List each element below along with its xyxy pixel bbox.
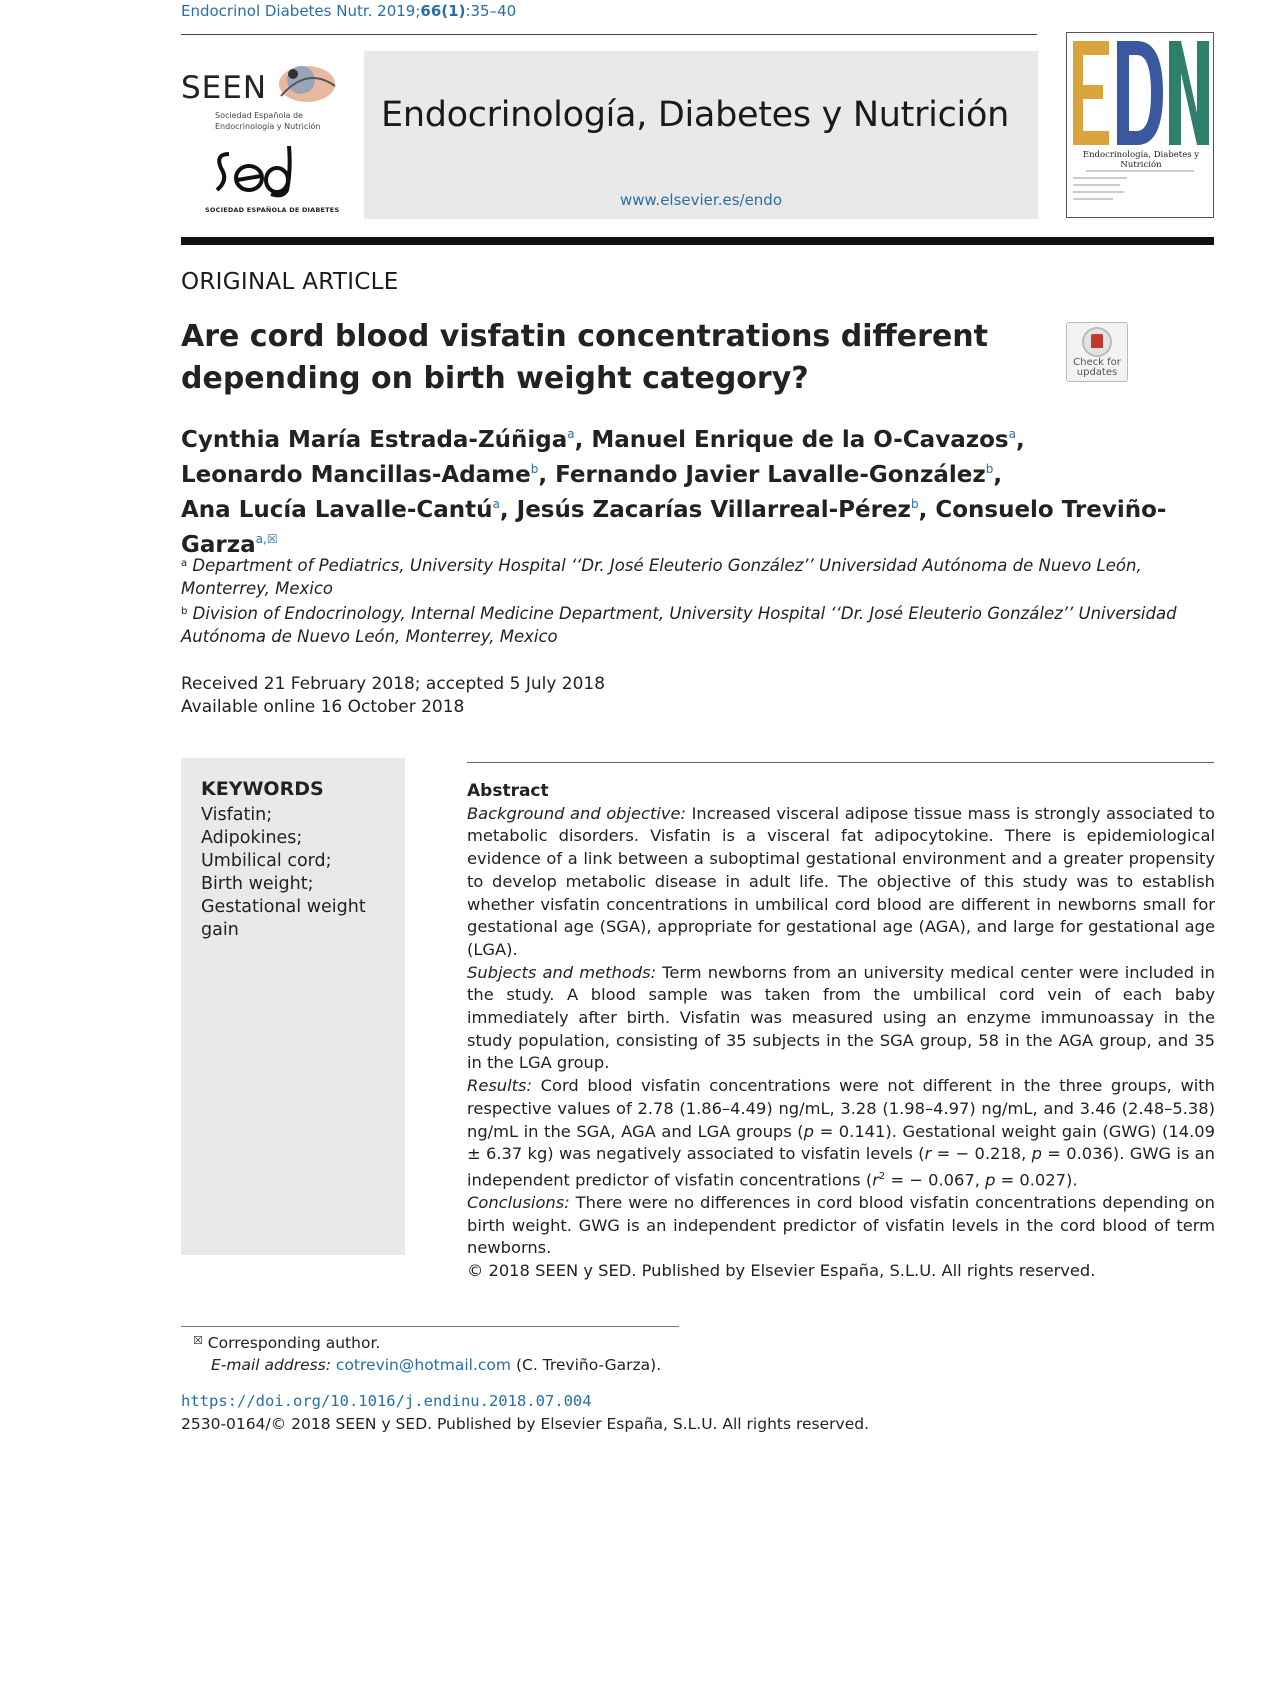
corresponding-mark: ☒ xyxy=(193,1334,203,1347)
seen-logo-text: SEEN xyxy=(181,70,268,106)
abstract-copyright: © 2018 SEEN y SED. Published by Elsevier España, S.L.U. All rights reserved. xyxy=(467,1261,1096,1281)
author[interactable]: Leonardo Mancillas-Adame xyxy=(181,462,531,488)
affiliation-a: $^a$ Department of Pediatrics, University Hospital ‘‘Dr. José Eleuterio González’’ Universidad Autónoma de Nuevo León, Monterrey, Mexico xyxy=(181,556,1142,598)
author[interactable]: Manuel Enrique de la O-Cavazos xyxy=(591,427,1009,453)
keyword-item: Umbilical cord; xyxy=(201,851,332,871)
affiliations xyxy=(181,552,1221,648)
cover-details xyxy=(1073,165,1207,205)
journal-banner xyxy=(364,51,1038,219)
seen-subtitle: Sociedad Española de Endocrinología y Nutrición xyxy=(215,111,321,131)
author[interactable]: Consuelo Treviño-Garza xyxy=(181,497,1167,558)
author-email-link[interactable]: cotrevin@hotmail.com xyxy=(335,1356,512,1374)
article-dates xyxy=(181,673,605,719)
abstract-methods-label: Subjects and methods: xyxy=(467,962,657,982)
header-bar xyxy=(181,237,1214,245)
available-date: Available online 16 October 2018 xyxy=(181,697,465,717)
abstract-conclusions-label: Conclusions: xyxy=(467,1193,570,1213)
abstract-body: Abstract Background and objective: Increased visceral adipose tissue mass is strongly associated to metabolic disorders. Visfatin is a visceral fat adipocytokine. There is epidemiological evidence of a link between a suboptimal gestational environment and a greater propensity to develop metabolic disease in adult life. The objective of this study was to establish whether visfatin concentrations in umbilical cord blood are different in newborns small for gestational age (SGA), appropriate for gestational age (AGA), and large for gestational age (LGA). Subjects and methods: Term newborns from an university medical center were included in the study. A blood sample was taken from the umbilical cord vein of each baby immediately after birth. Visfatin was measured using an enzyme immunoassay in the study population, consisting of 35 subjects in the SGA group, 58 in the AGA group, and 35 in the LGA group. Results: Cord blood visfatin concentrations were not different in the three groups, with respective values of 2.78 (1.86–4.49) ng/mL, 3.28 (1.98–4.97) ng/mL, and 3.46 (2.48–5.38) ng/mL in the SGA, AGA and LGA groups (p = 0.141). Gestational weight gain (GWG) (14.09 ± 6.37 kg) was negatively associated to visfatin levels (r = − 0.218, p = 0.036). GWG is an independent predictor of visfatin concentrations ($r^2$ = − 0.067, p = 0.027). Conclusions: There were no differences in cord blood visfatin concentrations depending on birth weight. GWG is an independent predictor of visfatin levels in the cord blood of term newborns. © 2018 SEEN y SED. Published by Elsevier España, S.L.U. All rights reserved. xyxy=(467,781,1215,1281)
abstract-results-label: Results: xyxy=(467,1076,533,1096)
keywords-heading: KEYWORDS xyxy=(201,778,324,800)
top-divider xyxy=(181,34,1037,35)
abstract-divider xyxy=(467,762,1214,763)
corresponding-author-footnote: ☒ Corresponding author. E-mail address: cotrevin@hotmail.com (C. Treviño-Garza). xyxy=(193,1334,662,1374)
cover-title: Endocrinología, Diabetes y Nutrición xyxy=(1082,150,1200,170)
keyword-item: Gestational weight gain xyxy=(201,897,366,940)
affiliation-b: $^b$ Division of Endocrinology, Internal Medicine Department, University Hospital ‘‘Dr. José Eleuterio González’’ Universidad Autónoma de Nuevo León, Monterrey, Mexico xyxy=(181,604,1177,646)
journal-name: Endocrinología, Diabetes y Nutrición xyxy=(381,95,1009,135)
journal-citation: Endocrinol Diabetes Nutr. 2019;66(1):35–40 xyxy=(181,2,517,20)
sed-emblem-icon xyxy=(211,140,301,202)
sed-subtitle: SOCIEDAD ESPAÑOLA DE DIABETES xyxy=(205,206,340,214)
article-type: ORIGINAL ARTICLE xyxy=(181,269,399,295)
received-date: Received 21 February 2018; accepted 5 July 2018 xyxy=(181,674,606,694)
author[interactable]: Fernando Javier Lavalle-González xyxy=(555,462,986,488)
check-updates-icon xyxy=(1082,327,1112,357)
keyword-item: Visfatin; xyxy=(201,805,273,825)
journal-url-link[interactable]: www.elsevier.es/endo xyxy=(620,191,782,209)
abstract-heading: Abstract xyxy=(467,781,549,801)
seen-emblem-icon xyxy=(261,56,341,110)
author[interactable]: Ana Lucía Lavalle-Cantú xyxy=(181,497,493,523)
doi-link[interactable]: https://doi.org/10.1016/j.endinu.2018.07.004 xyxy=(181,1392,592,1410)
check-for-updates-button[interactable]: Check for updates xyxy=(1066,322,1128,382)
keyword-item: Birth weight; xyxy=(201,874,314,894)
edn-cover-logo xyxy=(1067,33,1213,161)
society-logos xyxy=(181,56,341,222)
journal-cover-thumbnail xyxy=(1066,32,1214,218)
article-title: Are cord blood visfatin concentrations different depending on birth weight category? xyxy=(181,319,988,396)
footnote-divider xyxy=(181,1326,679,1327)
issn-copyright: 2530-0164/© 2018 SEEN y SED. Published by Elsevier España, S.L.U. All rights reserved. xyxy=(181,1415,869,1433)
author-list: Cynthia María Estrada-Zúñiga$^a$, Manuel Enrique de la O-Cavazos$^a$, Leonardo Mancillas-Adame$^b$, Fernando Javier Lavalle-González$^b$, Ana Lucía Lavalle-Cantú$^a$, Jesús Zacarías Villarreal-Pérez$^b$, Consuelo Treviño-Garza$^{a,☒}$ xyxy=(181,427,1167,558)
author[interactable]: Jesús Zacarías Villarreal-Pérez xyxy=(516,497,911,523)
author[interactable]: Cynthia María Estrada-Zúñiga xyxy=(181,427,568,453)
keyword-item: Adipokines; xyxy=(201,828,303,848)
keywords-list xyxy=(201,804,401,942)
abstract-background-label: Background and objective: xyxy=(467,803,687,823)
keywords-panel xyxy=(181,758,405,1255)
